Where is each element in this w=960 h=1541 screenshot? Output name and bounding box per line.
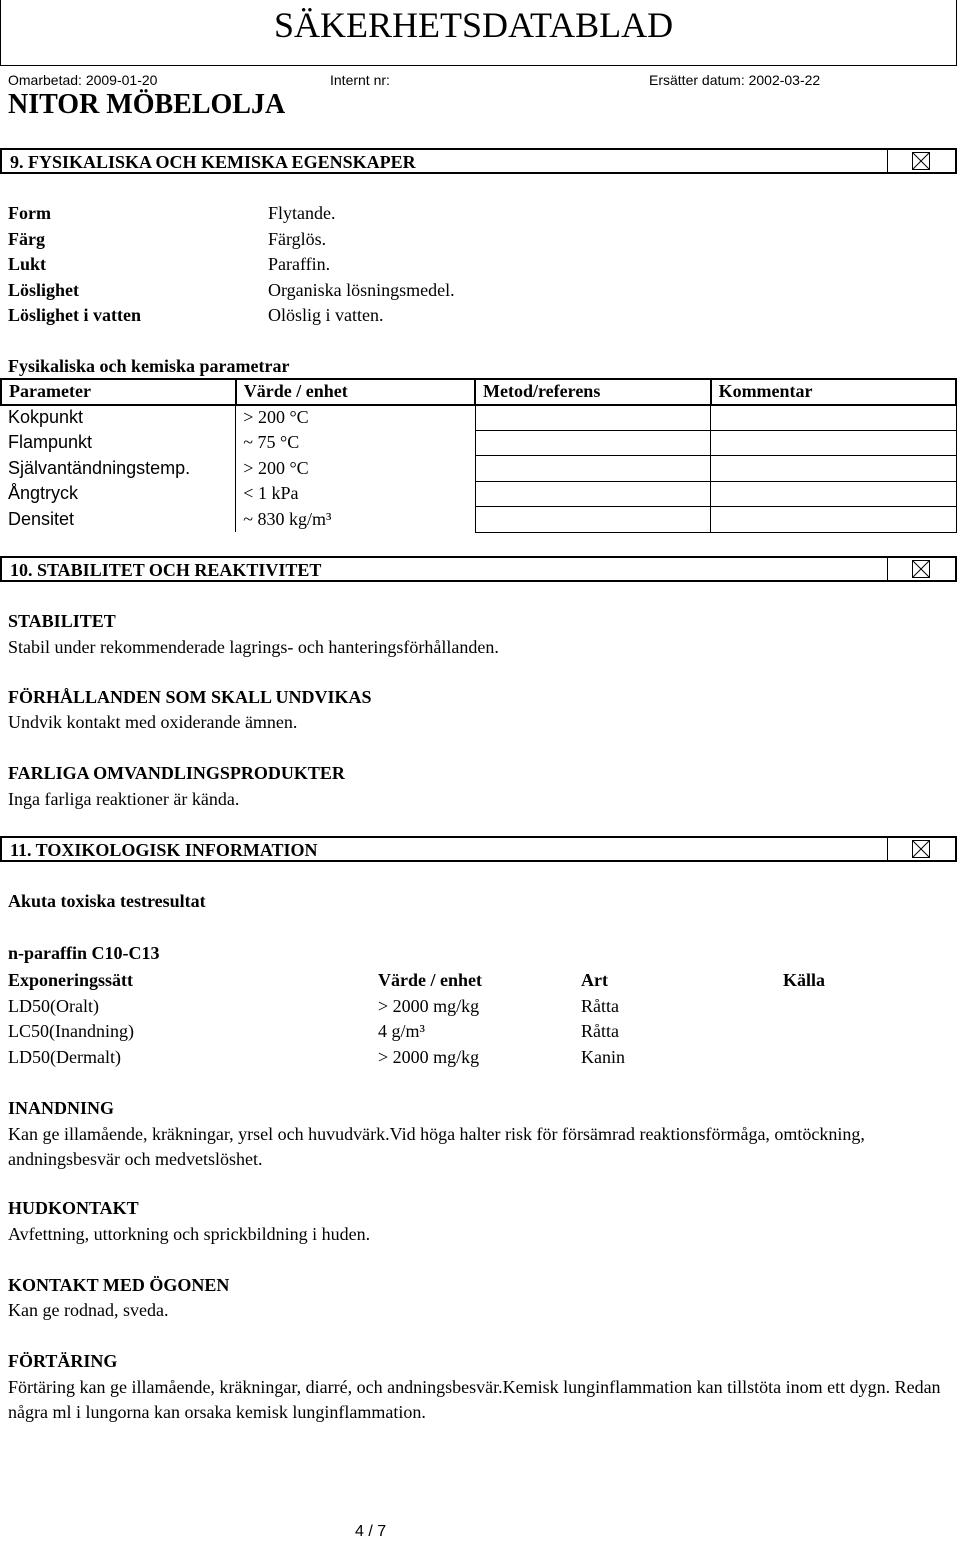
hazardous-products-text: Inga farliga reaktioner är kända. [8, 789, 240, 809]
tox-species: Kanin [581, 1047, 625, 1067]
tox-species: Råtta [581, 996, 619, 1016]
conditions-to-avoid-text: Undvik kontakt med oxiderande ämnen. [8, 712, 298, 732]
stability-title: STABILITET [8, 611, 116, 631]
property-value-color: Färglös. [268, 229, 327, 249]
eye-contact-title: KONTAKT MED ÖGONEN [8, 1275, 230, 1295]
tox-value: > 2000 mg/kg [378, 1047, 480, 1067]
tox-column-header: Källa [783, 970, 826, 990]
property-value-odor: Paraffin. [268, 254, 331, 274]
parameter-table [0, 378, 957, 533]
parameter-comment [711, 456, 956, 482]
parameter-comment [711, 507, 956, 533]
crossed-checkbox-icon [912, 840, 930, 858]
parameter-comment [711, 481, 956, 507]
property-label-solubility: Löslighet [8, 280, 80, 300]
parameter-value: > 200 °C [236, 456, 475, 482]
tox-column-header: Värde / enhet [378, 970, 482, 990]
tox-column-header: Exponeringssätt [8, 970, 134, 990]
parameter-method [475, 405, 711, 431]
acute-toxicity-title: Akuta toxiska testresultat [8, 891, 206, 911]
table-row [1, 507, 956, 533]
document-title: SÄKERHETSDATABLAD [274, 5, 674, 45]
section-11-title: 11. TOXIKOLOGISK INFORMATION [10, 840, 318, 860]
section-divider [887, 838, 888, 860]
section-9-title: 9. FYSIKALISKA OCH KEMISKA EGENSKAPER [10, 152, 416, 172]
parameter-name: Kokpunkt [8, 407, 84, 428]
table-row [1, 481, 956, 507]
page-number: 4 / 7 [355, 1523, 387, 1540]
stability-text: Stabil under rekommenderade lagrings- och hanteringsförhållanden. [8, 637, 499, 657]
conditions-to-avoid-title: FÖRHÅLLANDEN SOM SKALL UNDVIKAS [8, 687, 372, 707]
tox-value: > 2000 mg/kg [378, 996, 480, 1016]
skin-contact-text: Avfettning, uttorkning och sprickbildning i huden. [8, 1224, 371, 1244]
tox-value: 4 g/m³ [378, 1021, 425, 1041]
parameter-name: Densitet [8, 508, 75, 529]
column-header: Metod/referens [475, 379, 711, 405]
section-10-title: 10. STABILITET OCH REAKTIVITET [10, 560, 322, 580]
section-divider [887, 558, 888, 580]
crossed-checkbox-icon [912, 152, 930, 170]
section-divider [887, 150, 888, 172]
column-header: Värde / enhet [236, 379, 475, 405]
parameter-comment [711, 405, 956, 431]
params-title: Fysikaliska och kemiska parametrar [8, 356, 290, 376]
table-row [1, 430, 956, 456]
parameter-method [475, 481, 711, 507]
property-value-water-solubility: Olöslig i vatten. [268, 305, 384, 325]
inhalation-title: INANDNING [8, 1098, 115, 1118]
section-11-header [0, 836, 957, 862]
property-label-water-solubility: Löslighet i vatten [8, 305, 141, 325]
table-row [1, 456, 956, 482]
parameter-value: > 200 °C [236, 405, 475, 431]
property-label-odor: Lukt [8, 254, 47, 274]
revised-date: Omarbetad: 2009-01-20 [8, 72, 158, 88]
tox-species: Råtta [581, 1021, 619, 1041]
parameter-method [475, 507, 711, 533]
hazardous-products-title: FARLIGA OMVANDLINGSPRODUKTER [8, 763, 345, 783]
ingestion-title: FÖRTÄRING [8, 1351, 118, 1371]
tox-route: LD50(Oralt) [8, 996, 99, 1016]
tox-route: LC50(Inandning) [8, 1021, 134, 1041]
eye-contact-text: Kan ge rodnad, sveda. [8, 1300, 169, 1320]
parameter-name: Självantändningstemp. [8, 457, 191, 478]
column-header: Kommentar [711, 379, 956, 405]
ingestion-text: Förtäring kan ge illamående, kräkningar, diarré, och andningsbesvär.Kemisk lunginflammation kan tillstöta inom ett dygn. Redan några ml i lungorna kan orsaka kemisk lunginflammation. [8, 1377, 941, 1422]
substance-name: n-paraffin C10-C13 [8, 943, 160, 963]
product-name: NITOR MÖBELOLJA [8, 89, 286, 120]
parameter-name: Flampunkt [8, 432, 93, 453]
parameter-value: ~ 830 kg/m³ [236, 507, 475, 533]
replaces-date: Ersätter datum: 2002-03-22 [649, 72, 821, 88]
tox-column-header: Art [581, 970, 608, 990]
crossed-checkbox-icon [912, 560, 930, 578]
table-row [1, 405, 956, 431]
column-header: Parameter [1, 379, 236, 405]
inhalation-text: Kan ge illamående, kräkningar, yrsel och huvudvärk.Vid höga halter risk för försämrad reaktionsförmåga, omtöckning, andningsbesvär och medvetslöshet. [8, 1124, 865, 1169]
table-header-row [1, 379, 956, 405]
tox-route: LD50(Dermalt) [8, 1047, 121, 1067]
property-label-form: Form [8, 203, 51, 223]
section-9-header [0, 148, 957, 174]
property-label-color: Färg [8, 229, 45, 249]
parameter-method [475, 430, 711, 456]
property-value-form: Flytande. [268, 203, 336, 223]
skin-contact-title: HUDKONTAKT [8, 1198, 139, 1218]
internal-number: Internt nr: [330, 72, 390, 88]
parameter-value: ~ 75 °C [236, 430, 475, 456]
property-value-solubility: Organiska lösningsmedel. [268, 280, 455, 300]
parameter-value: < 1 kPa [236, 481, 475, 507]
parameter-name: Ångtryck [8, 483, 79, 504]
parameter-comment [711, 430, 956, 456]
parameter-method [475, 456, 711, 482]
section-10-header [0, 556, 957, 582]
